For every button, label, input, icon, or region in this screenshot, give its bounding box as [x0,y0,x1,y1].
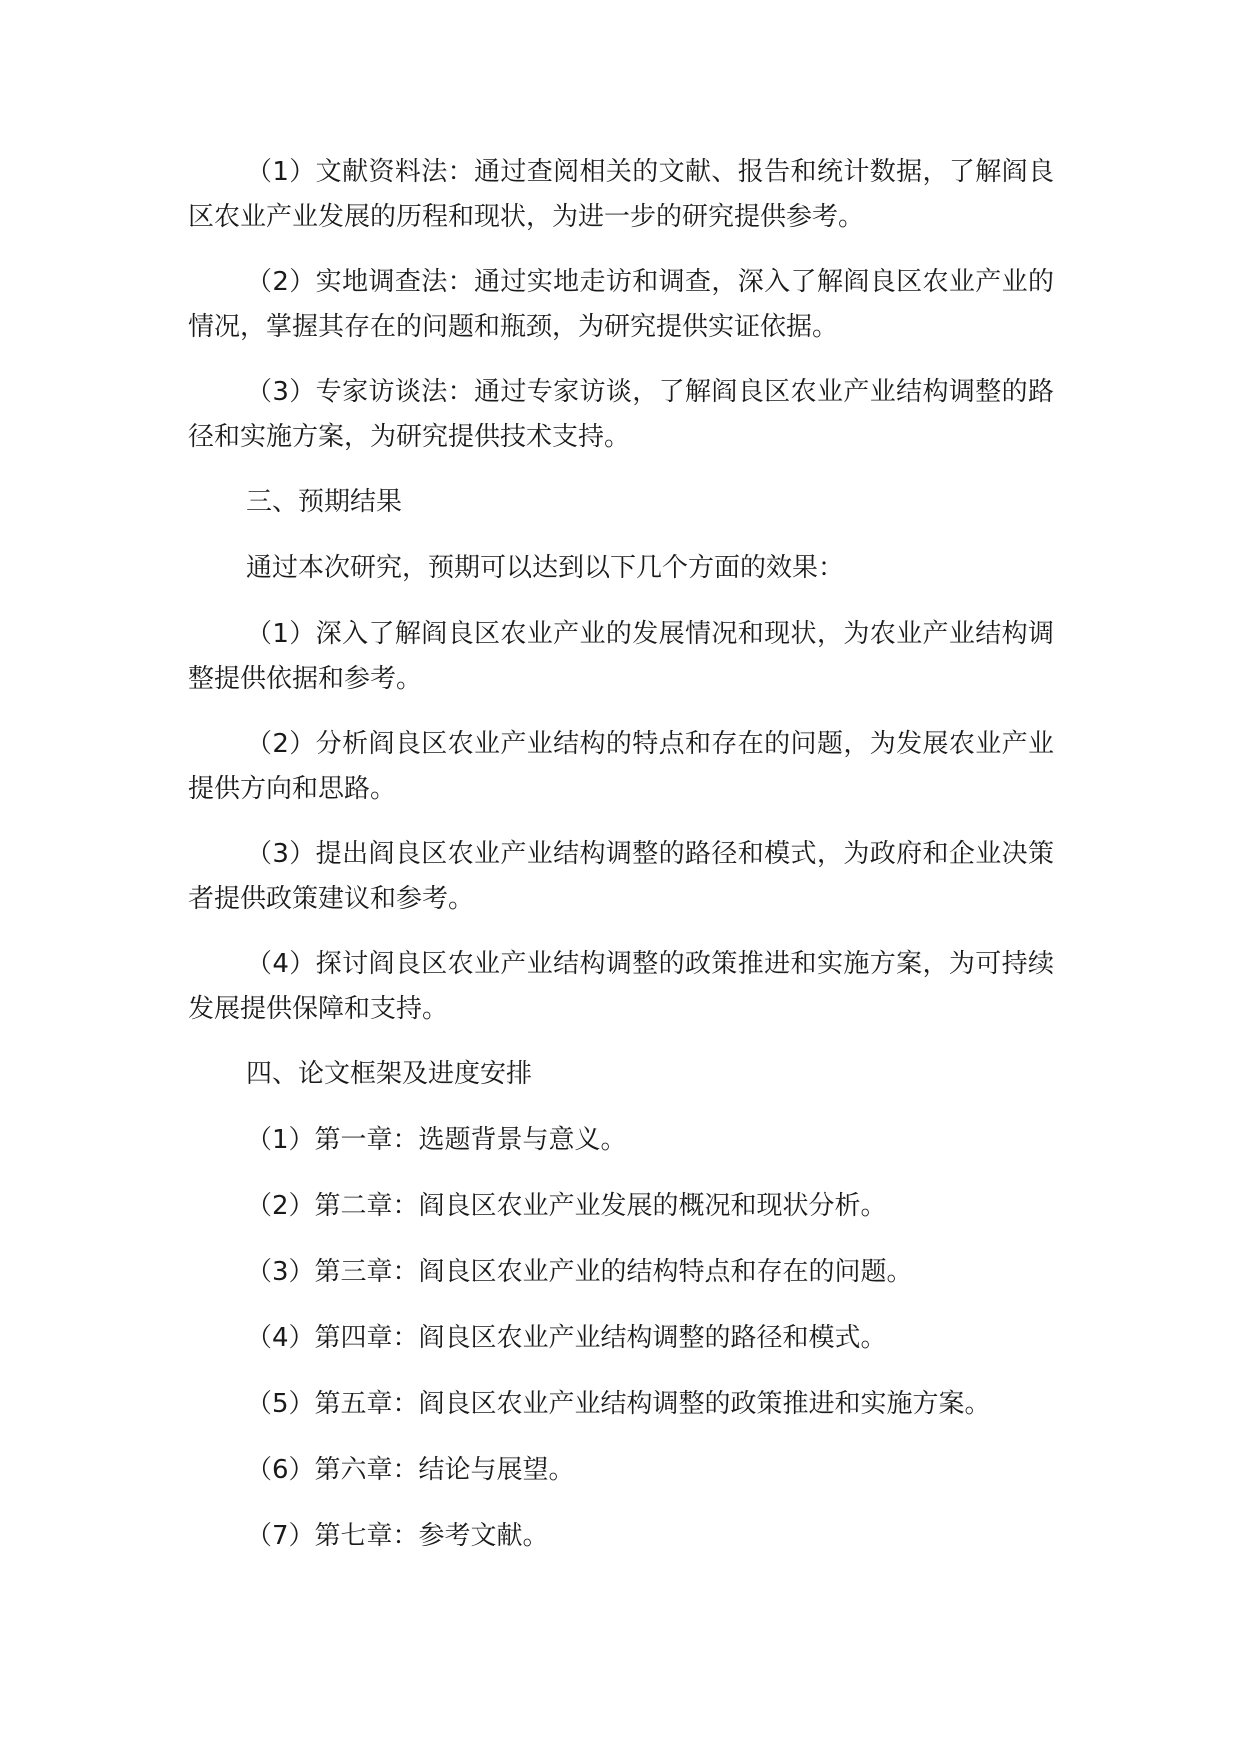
method-expert-interview-paragraph: （3）专家访谈法：通过专家访谈，了解阎良区农业产业结构调整的路径和实施方案，为研究提供技术支持。 [188,377,1054,452]
chapter-item: （5）第五章：阎良区农业产业结构调整的政策推进和实施方案。 [246,1389,991,1419]
chapter-item: （2）第二章：阎良区农业产业发展的概况和现状分析。 [246,1191,887,1221]
document-body [188,150,1054,1580]
chapter-item: （4）第四章：阎良区农业产业结构调整的路径和模式。 [246,1323,887,1353]
expected-result-item: （1）深入了解阎良区农业产业的发展情况和现状，为农业产业结构调整提供依据和参考。 [188,619,1054,694]
expected-result-item: （2）分析阎良区农业产业结构的特点和存在的问题，为发展农业产业提供方向和思路。 [188,729,1054,804]
chapter-item: （3）第三章：阎良区农业产业的结构特点和存在的问题。 [246,1257,913,1287]
chapter-item: （6）第六章：结论与展望。 [246,1455,575,1485]
chapter-item: （1）第一章：选题背景与意义。 [246,1125,627,1155]
section-heading-expected-results: 三、预期结果 [246,487,403,517]
chapter-item: （7）第七章：参考文献。 [246,1521,549,1551]
section-heading-thesis-framework: 四、论文框架及进度安排 [246,1059,533,1089]
expected-results-intro: 通过本次研究，预期可以达到以下几个方面的效果： [246,553,845,583]
expected-result-item: （4）探讨阎良区农业产业结构调整的政策推进和实施方案，为可持续发展提供保障和支持。 [188,949,1054,1024]
method-field-survey-paragraph: （2）实地调查法：通过实地走访和调查，深入了解阎良区农业产业的情况，掌握其存在的问题和瓶颈，为研究提供实证依据。 [188,267,1054,342]
method-literature-paragraph: （1）文献资料法：通过查阅相关的文献、报告和统计数据，了解阎良区农业产业发展的历程和现状，为进一步的研究提供参考。 [188,157,1054,232]
expected-result-item: （3）提出阎良区农业产业结构调整的路径和模式，为政府和企业决策者提供政策建议和参考。 [188,839,1054,914]
